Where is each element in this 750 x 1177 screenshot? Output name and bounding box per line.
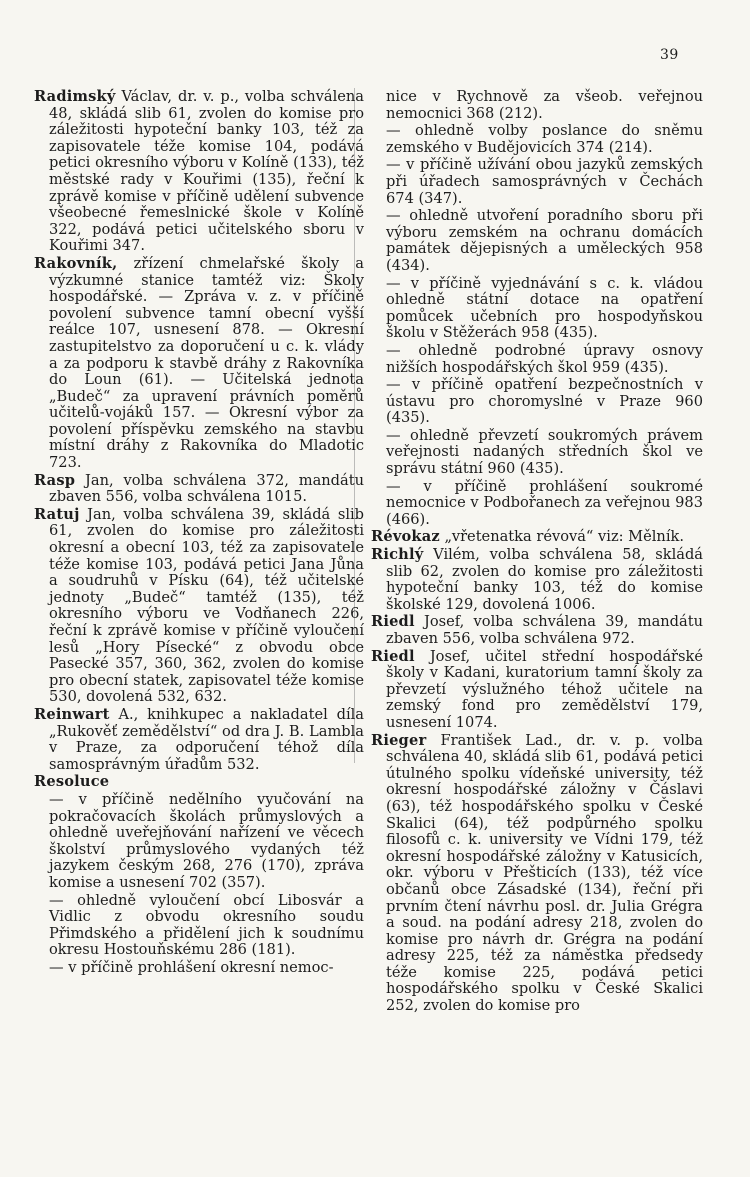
index-entry (371, 123, 703, 156)
index-entry (371, 479, 703, 529)
entry-heading: Ratuj (34, 505, 80, 523)
index-entry (371, 276, 703, 342)
entry-text: Vilém, volba schválena 58, skládá slib 62, zvolen do komise pro záležitosti hypoteční banky 103, též do komise školské 129, dovolená 1006. (386, 546, 704, 613)
entry-text: — v příčině vyjednávání s c. k. vládou ohledně státní dotace na opatření pomůcek učebních pro hospodyňskou školu v Stěžerách 958 (435). (386, 274, 703, 342)
entry-text: — ohledně volby poslance do sněmu zemského v Budějovicích 374 (214). (386, 122, 703, 156)
index-entry (34, 507, 364, 706)
index-entry (34, 792, 364, 892)
entry-text: — v příčině užívání obou jazyků zemských při úřadech samosprávných v Čechách 674 (347). (386, 156, 703, 207)
entry-text: — v příčině nedělního vyučování na pokračovacích školách průmyslových a ohledně uveřejňování nařízení ve věcech školství průmyslového vydaných též jazykem českým 268, 276 (170), zpráva komise a usnesení 702 (357). (49, 790, 364, 891)
index-entry (34, 89, 364, 255)
index-entry (371, 377, 703, 427)
entry-heading: Riedl (371, 613, 415, 631)
entry-heading: Resoluce (34, 773, 110, 791)
entry-heading: Radimský (34, 88, 116, 105)
entry-heading: Rakovník, (34, 254, 118, 272)
entry-text: A., knihkupec a nakladatel díla „Rukověť zemědělství“ od dra J. B. Lambla v Praze, za odporučení téhož díla samosprávným úřadům 532. (49, 705, 364, 773)
entry-text: Jan, volba schválena 372, mandátu zbaven 556, volba schválena 1015. (49, 471, 364, 506)
right-column (371, 89, 703, 1016)
entry-text: — ohledně vyloučení obcí Libosvár a Vidlic z obvodu okresního soudu Přimdského a přidělení jich k soudnímu okresu Hostouňskému 286 (181). (49, 891, 364, 959)
entry-text: „vřetenatka révová“ viz: Mělník. (444, 528, 684, 546)
entry-heading: Reinwart (34, 705, 110, 723)
index-entry (34, 473, 364, 506)
entry-heading: Riedl (371, 647, 415, 665)
entry-text: nice v Rychnově za všeob. veřejnou nemocnici 368 (212). (386, 88, 703, 122)
entry-text: — v příčině prohlášení okresní nemoc- (49, 958, 334, 976)
entry-text: Josef, volba schválena 39, mandátu zbaven 556, volba schválena 972. (386, 613, 703, 647)
index-entry (371, 208, 703, 274)
index-entry (34, 774, 364, 791)
left-column (34, 89, 364, 977)
entry-text: — ohledně utvoření poradního sboru při výboru zemském na ochranu domácích památek dějepisných a uměleckých 958 (434). (386, 207, 703, 274)
entry-heading: Richlý (371, 546, 424, 564)
index-entry (371, 614, 703, 647)
index-entry (371, 89, 703, 122)
entry-text: — ohledně převzetí soukromých právem veřejnosti nadaných středních škol ve správu státní 960 (435). (386, 426, 703, 478)
index-entry (371, 649, 703, 732)
entry-text: — v příčině opatření bezpečnostních v ústavu pro choromyslné v Praze 960 (435). (386, 376, 703, 427)
index-entry (34, 707, 364, 773)
entry-text: Jan, volba schválena 39, skládá slib 61, zvolen do komise pro záležitosti okresní a obecní 103, též za zapisovatele téže komise 103, podává petici Jana Jůna a soudruhů v Písku (64), též učitelské jednoty „Budeč“ tamtéž (135), též okresního výboru ve Vodňanech 226, řeční k zprávě komise v příčině vyloučení lesů „Hory Písecké“ z obvodu obce Pasecké 357, 360, 362, zvolen do komise pro obecní statek, zapisovatel téže komise 530, dovolená 532, 632. (49, 505, 365, 706)
entry-text: Václav, dr. v. p., volba schválena 48, skládá slib 61, zvolen do komise pro záležitosti hypoteční banky 103, též za zapisovatele téže komise 104, podává petici okresního výboru v Kolíně (133), též městské rady v Kouřimi (135), řeční k zprávě komise v příčině udělení subvence všeobecné řemeslnické škole v Kolíně 322, podává petici učitelského sboru v Kouřimi 347. (49, 88, 364, 255)
entry-heading: Révokaz (371, 528, 440, 546)
index-entry (34, 960, 364, 977)
entry-text: Josef, učitel střední hospodářské školy v Kadani, kuratorium tamní školy za převzetí výslužného téhož učitele na zemský fond pro zemědělství 179, usnesení 1074. (386, 647, 703, 731)
index-entry (371, 733, 703, 1015)
entry-text: František Lad., dr. v. p. volba schválena 40, skládá slib 61, podává petici útulného spolku vídeňské university, též okresní hospodářské záložny v Čáslavi (63), též hospodářského spolku v České Skalici (64), též podpůrného spolku filosofů c. k. university ve Vídni 179, též okresní hospodářské záložny v Katusicích, okr. výboru v Přešticích (133), též více občanů obce Zásadské (134), řeční při prvním čtení návrhu posl. dr. Julia Grégra a soud. na podání adresy 218, zvolen do komise pro návrh dr. Grégra na podání adresy 225, též za náměstka předsedy téže komise 225, podává petici hospodářského spolku v České Skalici 252, zvolen do komise pro (386, 731, 703, 1015)
entry-text: — ohledně podrobné úpravy osnovy nižších hospodářských škol 959 (435). (386, 341, 703, 376)
index-entry (371, 428, 703, 478)
index-entry (371, 343, 703, 376)
entry-text: — v příčině prohlášení soukromé nemocnice v Podbořanech za veřejnou 983 (466). (386, 477, 703, 528)
index-entry (371, 547, 703, 613)
page-number: 39 (660, 47, 679, 63)
index-entry (371, 529, 703, 546)
index-entry (34, 893, 364, 959)
entry-heading: Rieger (371, 731, 427, 749)
index-entry (34, 256, 364, 472)
entry-heading: Rasp (34, 471, 76, 489)
index-entry (371, 157, 703, 207)
entry-text: zřízení chmelařské školy a výzkumné stanice tamtéž viz: Školy hospodářské. — Zpráva v. z. v příčině povolení subvence tamní obecní vyšší reálce 107, usnesení 878. — Okresní zastupitelstvo za doporučení u c. k. vlády a za podporu k stavbě dráhy z Rakovníka do Loun (61). — Učitelská jednota „Budeč“ za upravení právních poměrů učitelů-vojáků 157. — Okresní výbor za povolení příspěvku zemského na stavbu místní dráhy z Rakovníka do Mladotic 723. (49, 254, 365, 472)
